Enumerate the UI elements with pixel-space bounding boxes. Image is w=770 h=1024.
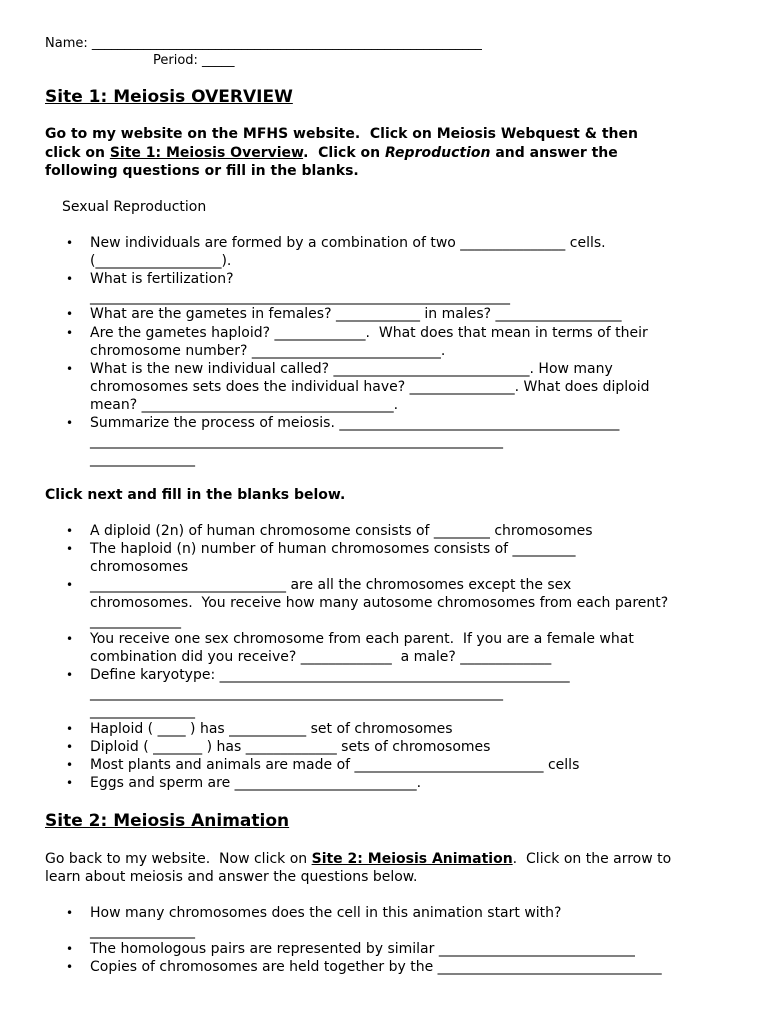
question-chromosome-copies: Copies of chromosomes are held together by the ________________________________	[90, 959, 662, 975]
question-autosomes-cont: chromosomes. You receive how many autosome chromosomes from each parent?	[90, 595, 669, 611]
site1-intro-line2	[45, 144, 618, 162]
question-diploid-count: A diploid (2n) of human chromosome consists of ________ chromosomes	[90, 523, 593, 539]
site1-intro-line1: Go to my website on the MFHS website. Click on Meiosis Webquest & then	[45, 126, 638, 142]
bullet: •	[66, 960, 74, 974]
bullet: •	[66, 906, 74, 920]
site2-intro-line2: learn about meiosis and answer the questions below.	[45, 869, 418, 885]
bullet: •	[66, 524, 74, 538]
bullet: •	[66, 776, 74, 790]
question-haploid-count: The haploid (n) number of human chromosomes consists of _________	[90, 541, 576, 557]
answer-line-animation-start: _______________	[90, 923, 195, 939]
question-haploid-cont: chromosome number? ___________________________.	[90, 343, 446, 359]
question-sex-chromosome: You receive one sex chromosome from each parent. If you are a female what	[90, 631, 634, 647]
answer-line-autosomes: _____________	[90, 613, 181, 629]
answer-line-fertilization: ____________________________________________________________	[90, 289, 510, 305]
intro-text: and answer the	[490, 145, 618, 161]
question-sex-chromosome-cont: combination did you receive? _____________ a male? _____________	[90, 649, 552, 665]
question-new-individual: What is the new individual called? ____________________________. How many	[90, 361, 613, 377]
question-plants-animals: Most plants and animals are made of ___________________________ cells	[90, 757, 580, 773]
question-new-individual-cont: chromosomes sets does the individual have? _______________. What does diploid	[90, 379, 650, 395]
question-eggs-sperm: Eggs and sperm are __________________________.	[90, 775, 422, 791]
answer-line-karyotype: ___________________________________________________________	[90, 685, 503, 701]
question-haploid-count-cont: chromosomes	[90, 559, 189, 575]
bullet: •	[66, 362, 74, 376]
question-homologous-pairs: The homologous pairs are represented by similar ____________________________	[90, 941, 635, 957]
site1-link[interactable]: Site 1: Meiosis Overview	[109, 145, 304, 161]
bullet: •	[66, 542, 74, 556]
site2-link[interactable]: Site 2: Meiosis Animation	[311, 851, 513, 867]
intro-text: click on	[45, 145, 110, 161]
bullet: •	[66, 758, 74, 772]
intro-text: . Click on the arrow to	[512, 851, 672, 867]
period-line: Period: _____	[153, 53, 235, 68]
reproduction-link[interactable]: Reproduction	[384, 145, 491, 161]
site1-title: Site 1: Meiosis OVERVIEW	[45, 87, 293, 107]
intro-text: Go back to my website. Now click on	[45, 851, 312, 867]
bullet: •	[66, 668, 74, 682]
bullet: •	[66, 272, 74, 286]
question-autosomes: ____________________________ are all the chromosomes except the sex	[90, 577, 572, 593]
question-gametes-female-male: What are the gametes in females? ____________ in males? __________________	[90, 306, 622, 322]
bullet: •	[66, 942, 74, 956]
bullet: •	[66, 632, 74, 646]
question-summarize-meiosis: Summarize the process of meiosis. ________________________________________	[90, 415, 620, 431]
question-gametes-combination-cont: (__________________).	[90, 253, 232, 269]
bullet: •	[66, 326, 74, 340]
answer-line-summarize: ___________________________________________________________	[90, 433, 503, 449]
site2-intro-line1	[45, 850, 671, 868]
click-next-instruction: Click next and fill in the blanks below.	[45, 487, 346, 503]
name-line: Name: ____________________________________________________________	[45, 36, 482, 51]
bullet: •	[66, 416, 74, 430]
question-diploid-sets: Diploid ( _______ ) has _____________ sets of chromosomes	[90, 739, 491, 755]
bullet: •	[66, 578, 74, 592]
bullet: •	[66, 722, 74, 736]
question-animation-start: How many chromosomes does the cell in this animation start with?	[90, 905, 562, 921]
answer-line-karyotype-2: _______________	[90, 703, 195, 719]
bullet: •	[66, 307, 74, 321]
question-new-individual-cont2: mean? ____________________________________.	[90, 397, 399, 413]
site2-title: Site 2: Meiosis Animation	[45, 811, 290, 831]
answer-line-summarize-2: _______________	[90, 451, 195, 467]
question-karyotype: Define karyotype: __________________________________________________	[90, 667, 570, 683]
bullet: •	[66, 740, 74, 754]
intro-text: . Click on	[303, 145, 385, 161]
question-haploid: Are the gametes haploid? _____________. What does that mean in terms of their	[90, 325, 648, 341]
question-haploid-sets: Haploid ( ____ ) has ___________ set of chromosomes	[90, 721, 453, 737]
question-gametes-combination: New individuals are formed by a combination of two _______________ cells.	[90, 235, 606, 251]
question-fertilization: What is fertilization?	[90, 271, 234, 287]
sexual-reproduction-heading: Sexual Reproduction	[62, 199, 207, 215]
site1-intro-line3: following questions or fill in the blanks.	[45, 163, 359, 179]
bullet: •	[66, 236, 74, 250]
